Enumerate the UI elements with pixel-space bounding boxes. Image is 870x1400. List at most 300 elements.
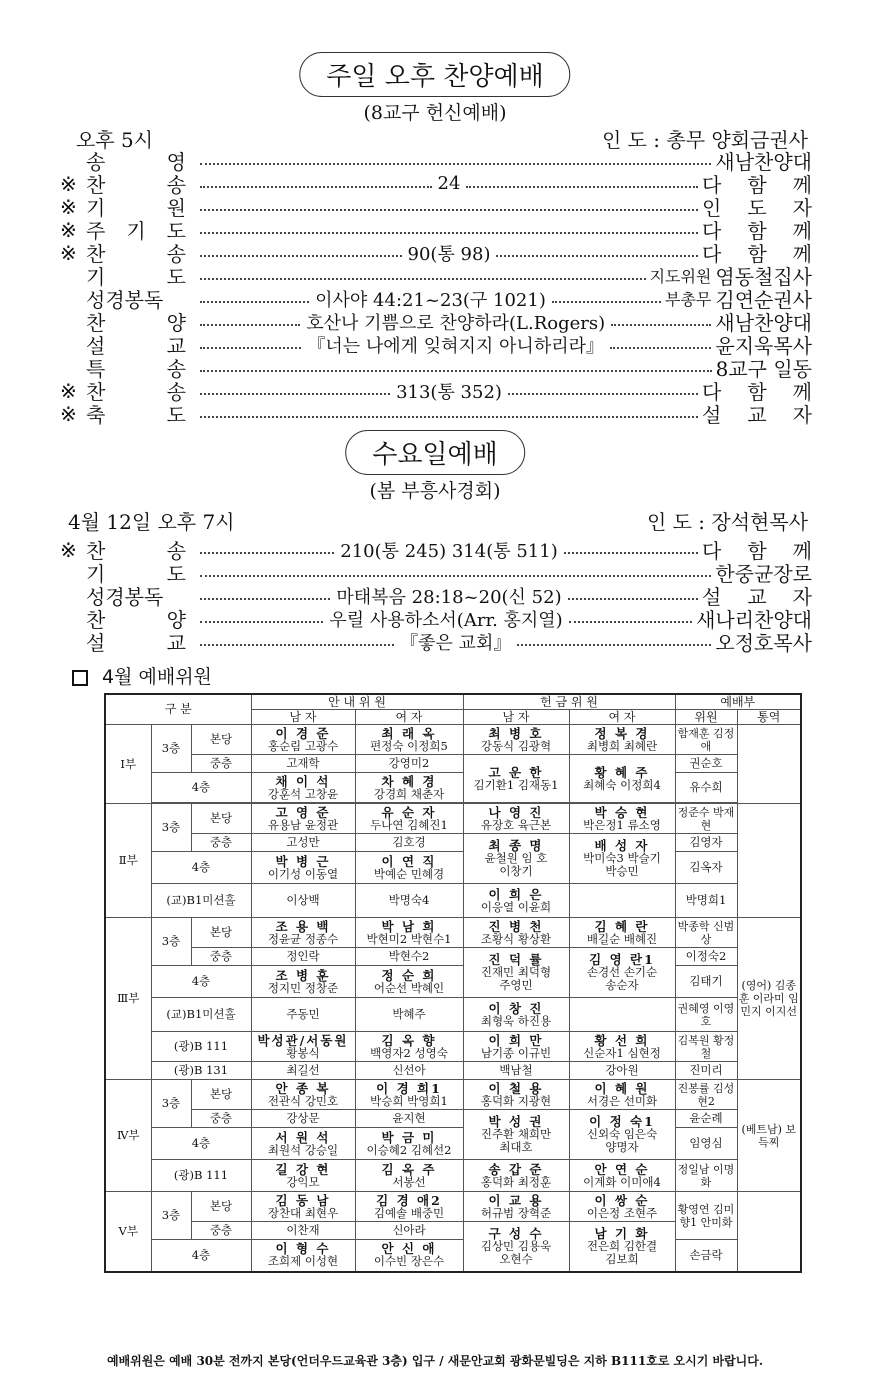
- order-detail: 24: [437, 173, 461, 194]
- order-detail: 우릴 사용하소서(Arr. 홍지열): [329, 609, 563, 631]
- cell: 이정숙2: [675, 948, 737, 966]
- lead-name: 정 순 희: [381, 967, 437, 983]
- cell: [569, 1160, 675, 1192]
- lead-name: 황 선 희: [594, 1032, 650, 1048]
- cell: 유수희: [675, 773, 737, 803]
- order-label-char: 기: [86, 265, 106, 289]
- cell: [355, 804, 463, 834]
- lead-name: 차 혜 경: [381, 773, 437, 789]
- part-label: Ⅴ부: [105, 1192, 151, 1272]
- lead-name: 박 금 미: [381, 1129, 437, 1145]
- dots-left: [200, 621, 323, 623]
- order-person-char: 자: [792, 403, 812, 427]
- order-label-char: 주: [86, 219, 106, 243]
- part-label: Ⅰ부: [105, 725, 151, 804]
- cell: [569, 725, 675, 755]
- dot-leader: [200, 629, 711, 655]
- lead-name: 이 쌍 순: [594, 1192, 650, 1208]
- order-label-char: 도: [166, 265, 186, 289]
- cell: [463, 1110, 569, 1160]
- interp-cell: [737, 804, 801, 918]
- member-names: 강훈석 고창윤: [267, 786, 339, 801]
- floor-label: 4층: [151, 1240, 251, 1272]
- order-label: [86, 627, 196, 656]
- wednesday-subtitle: (봄 부흥사경회): [369, 480, 501, 502]
- lead-name: 최 래 옥: [381, 725, 437, 741]
- order-label-char: 설: [86, 631, 106, 655]
- order-label-char: 기: [126, 219, 146, 243]
- lead-name: 이 경 준: [275, 725, 331, 741]
- interp-cell: (베트남) 보득찌: [737, 1080, 801, 1192]
- sunday-title: 주일 오후 찬양예배: [299, 52, 570, 97]
- required-mark: ※: [60, 401, 77, 426]
- dot-leader: [200, 569, 711, 577]
- dot-leader: [200, 332, 711, 358]
- cell: [569, 1110, 675, 1160]
- member-names: 홍순림 고광수: [267, 738, 339, 753]
- area-label: 중층: [191, 1110, 251, 1128]
- member-names-extra: 최대호: [499, 1140, 533, 1154]
- lead-name: 구 성 수: [488, 1225, 544, 1241]
- cell: [355, 1032, 463, 1062]
- order-label-char: 찬: [86, 539, 106, 563]
- cell: 윤지현: [355, 1110, 463, 1128]
- member-names: 홍덕화 지광현: [480, 1093, 552, 1108]
- area-label: 본당: [191, 1080, 251, 1110]
- cell: 김복원 황정철: [675, 1032, 737, 1062]
- member-names: 박미숙3 박슬기: [583, 851, 661, 865]
- cell: 손금락: [675, 1240, 737, 1272]
- lead-name: 남 기 화: [594, 1225, 650, 1241]
- lead-name: 이 형 수: [275, 1241, 331, 1257]
- part-label: Ⅱ부: [105, 804, 151, 918]
- lead-name: 유 순 자: [381, 804, 437, 820]
- lead-name: 박 성 권: [488, 1114, 544, 1129]
- member-names: 전관식 강민호: [267, 1093, 339, 1108]
- cell: [251, 773, 355, 803]
- order-label-char: 설: [86, 334, 106, 358]
- member-names: 김상민 김용욱: [480, 1238, 552, 1253]
- dots-left: [200, 598, 330, 600]
- cell: [251, 852, 355, 884]
- cell: 신선아: [355, 1062, 463, 1080]
- lead-name: 김 옥 주: [381, 1161, 437, 1177]
- member-names: 윤철원 임 호: [484, 851, 548, 865]
- floor-label: 4층: [151, 852, 251, 884]
- area-label: (교)B1미션홀: [151, 998, 251, 1032]
- order-label-char: 영: [166, 150, 186, 174]
- cell: [355, 966, 463, 998]
- sunday-order-list: [60, 149, 812, 425]
- dot-leader: [200, 240, 698, 266]
- hdr-female: 여 자: [355, 710, 463, 725]
- member-names: 박예순 민혜경: [373, 866, 445, 881]
- dots-left: [200, 552, 334, 554]
- member-names: 강동식 김광혁: [480, 738, 552, 753]
- order-detail: 호산나 기쁨으로 찬양하라(L.Rogers): [306, 312, 606, 334]
- cell: 강영미2: [355, 755, 463, 773]
- wednesday-title: 수요일예배: [345, 430, 525, 475]
- member-names-extra: 오현수: [499, 1251, 533, 1266]
- hdr-female: 여 자: [569, 710, 675, 725]
- dots-right: [564, 552, 698, 554]
- lead-name: 최 병 호: [488, 725, 544, 741]
- cell: [569, 1080, 675, 1110]
- order-label-char: 찬: [86, 173, 106, 197]
- dots-left: [200, 255, 402, 257]
- required-mark: ※: [60, 537, 77, 562]
- cell: 박현수2: [355, 948, 463, 966]
- floor-label: 4층: [151, 773, 251, 803]
- order-label-char: 송: [86, 150, 106, 174]
- lead-name: 정 복 경: [594, 725, 650, 741]
- cell: 김옥자: [675, 852, 737, 884]
- lead-name: 나 영 진: [488, 804, 544, 820]
- order-label-char: 기: [86, 196, 106, 220]
- order-person-char: 도: [747, 196, 767, 220]
- cell: [251, 804, 355, 834]
- member-names: 유장호 육근본: [480, 817, 552, 832]
- member-names: 박현미2 박현수1: [366, 931, 452, 946]
- member-names: 배길순 배혜진: [586, 931, 658, 946]
- member-names: 최형욱 하진용: [480, 1013, 552, 1028]
- member-names: 정지민 정창준: [267, 980, 339, 995]
- member-names: 정윤균 정종수: [267, 931, 339, 946]
- cell: [251, 918, 355, 948]
- dot-leader: [200, 378, 698, 404]
- cell: 정준수 박재현: [675, 804, 737, 834]
- cell: [463, 1032, 569, 1062]
- lead-name: 안 신 애: [381, 1241, 437, 1257]
- cell: 진봉률 김성현2: [675, 1080, 737, 1110]
- order-person-char: 께: [792, 539, 812, 563]
- cell: [251, 966, 355, 998]
- member-names-extra: 김보희: [605, 1251, 639, 1266]
- area-label: (광)B 111: [151, 1160, 251, 1192]
- order-label-char: 교: [166, 631, 186, 655]
- roster-table: [104, 693, 802, 1273]
- order-person-char: 함: [747, 219, 767, 243]
- lead-name: 이 희 만: [488, 1032, 544, 1048]
- cell-empty: [569, 884, 675, 918]
- member-names: 조황식 황상환: [480, 931, 552, 946]
- sunday-time: 오후 5시: [76, 128, 154, 152]
- order-label-char: 교: [166, 334, 186, 358]
- cell: [355, 1192, 463, 1222]
- order-person-char: 설: [702, 585, 722, 609]
- order-person-char: 자: [792, 585, 812, 609]
- order-label-char: 원: [166, 196, 186, 220]
- member-names: 홍덕화 최정훈: [480, 1174, 552, 1189]
- lead-name: 김 경 애2: [376, 1192, 442, 1208]
- order-label-char: 찬: [86, 380, 106, 404]
- order-label-char: 송: [166, 357, 186, 381]
- lead-name: 최 종 명: [488, 838, 544, 853]
- member-names: 두나연 김혜진1: [370, 817, 448, 832]
- cell: [569, 948, 675, 998]
- member-names: 이계화 이미애4: [583, 1174, 661, 1189]
- dots-right: [610, 347, 711, 349]
- dots-right: [496, 255, 698, 257]
- cell: [355, 1128, 463, 1160]
- dots-left: [200, 416, 698, 418]
- member-names: 강익모: [286, 1174, 320, 1189]
- cell: [355, 1240, 463, 1272]
- cell: [355, 1160, 463, 1192]
- member-names: 이승혜2 김혜선2: [366, 1142, 452, 1157]
- cell: 이찬재: [251, 1222, 355, 1240]
- area-label: 본당: [191, 918, 251, 948]
- order-person: [702, 399, 812, 428]
- cell: [251, 1192, 355, 1222]
- cell: 박명희1: [675, 884, 737, 918]
- order-label-char: 송: [166, 380, 186, 404]
- cell: 권순호: [675, 755, 737, 773]
- cell: [463, 918, 569, 948]
- member-names: 조희제 이성현: [267, 1254, 339, 1269]
- floor-label: 4층: [151, 966, 251, 998]
- order-person-name: 새남찬양대: [715, 150, 812, 174]
- order-label-char: 양: [166, 311, 186, 335]
- lead-name: 이 철 용: [488, 1080, 544, 1096]
- order-role: 부총무: [665, 290, 712, 309]
- order-person-char: 다: [702, 219, 722, 243]
- hdr-gubun: 구 분: [105, 694, 251, 725]
- cell: 권혜영 이영호: [675, 998, 737, 1032]
- interp-cell: [737, 1192, 801, 1272]
- order-label-char: 찬: [86, 311, 106, 335]
- order-person-char: 교: [747, 403, 767, 427]
- member-names: 이은정 조현주: [586, 1205, 658, 1220]
- order-person-char: 교: [747, 585, 767, 609]
- floor-label: 3층: [151, 725, 191, 773]
- order-detail: 이사야 44:21~23(구 1021): [315, 289, 546, 311]
- order-person-char: 다: [702, 173, 722, 197]
- cell: [463, 725, 569, 755]
- member-names: 박은정1 류소영: [583, 817, 661, 832]
- cell: 이상백: [251, 884, 355, 918]
- dots-right: [508, 393, 698, 395]
- cell: 정인락: [251, 948, 355, 966]
- cell: [569, 834, 675, 884]
- lead-name: 이 교 용: [488, 1192, 544, 1208]
- lead-name: 진 병 천: [488, 918, 544, 934]
- order-detail: 313(통 352): [396, 381, 502, 403]
- cell: [355, 1080, 463, 1110]
- lead-name: 박 병 근: [275, 853, 331, 869]
- lead-name: 이 정 숙1: [589, 1114, 655, 1129]
- member-names: 장찬대 최현우: [267, 1205, 339, 1220]
- order-label-char: 송: [166, 242, 186, 266]
- lead-name: 조 용 백: [275, 918, 331, 934]
- cell-empty: [569, 998, 675, 1032]
- member-names: 전은희 김한결: [586, 1238, 658, 1253]
- cell: 황영연 김미향1 안미화: [675, 1192, 737, 1240]
- cell: 김태기: [675, 966, 737, 998]
- dots-left: [200, 163, 711, 165]
- lead-name: 진 덕 률: [488, 952, 544, 967]
- cell: [463, 884, 569, 918]
- member-names-extra: 박승민: [605, 864, 639, 878]
- dots-left: [200, 575, 711, 577]
- order-detail: 『좋은 교회』: [400, 632, 512, 654]
- dots-left: [200, 186, 432, 188]
- order-label-char: 도: [166, 403, 186, 427]
- member-names: 서경은 선미화: [586, 1093, 658, 1108]
- member-names: 남기종 이규빈: [480, 1045, 552, 1060]
- cell: [569, 1192, 675, 1222]
- order-detail: 90(통 98): [407, 243, 491, 265]
- lead-name: 안 연 순: [594, 1161, 650, 1177]
- member-names: 진재민 최덕형: [480, 965, 552, 979]
- member-names-extra: 양명자: [605, 1140, 639, 1154]
- dot-leader: [200, 173, 698, 194]
- order-person-char: 께: [792, 242, 812, 266]
- member-names: 유용남 윤정관: [267, 817, 339, 832]
- order-detail: 마태복음 28:18~20(신 52): [336, 586, 562, 608]
- order-person-name: 새남찬양대: [715, 311, 812, 335]
- part-label: Ⅲ부: [105, 918, 151, 1080]
- dot-leader: [200, 364, 712, 372]
- cell: 김호경: [355, 834, 463, 852]
- member-names: 이수빈 장은수: [373, 1254, 445, 1269]
- member-names: 최혜숙 이정희4: [583, 777, 661, 792]
- dots-right: [568, 598, 698, 600]
- order-row: [60, 402, 812, 425]
- cell: [251, 1160, 355, 1192]
- member-names: 김예솔 배중민: [373, 1205, 445, 1220]
- cell: [463, 804, 569, 834]
- order-label-char: 찬: [86, 242, 106, 266]
- wednesday-order-list: [60, 538, 812, 653]
- area-label: (교)B1미션홀: [151, 884, 251, 918]
- order-person-name: 오정호목사: [715, 631, 812, 655]
- dot-leader: [200, 226, 698, 234]
- dots-left: [200, 370, 712, 372]
- floor-label: 3층: [151, 1080, 191, 1128]
- required-mark: ※: [60, 240, 77, 265]
- cell: 임영심: [675, 1128, 737, 1160]
- member-names: 이기성 이동열: [267, 866, 339, 881]
- cell: [355, 773, 463, 803]
- lead-name: 송 갑 준: [488, 1161, 544, 1177]
- area-label: 본당: [191, 1192, 251, 1222]
- required-mark: ※: [60, 171, 77, 196]
- member-names: 김기환1 김재동1: [473, 777, 559, 792]
- dots-right: [552, 301, 661, 303]
- member-names: 허규범 장혁준: [480, 1205, 552, 1220]
- hdr-interp: 통역: [737, 710, 801, 725]
- order-person-name: 윤지욱목사: [715, 334, 812, 358]
- interp-cell: (영어) 김종훈 이라미 임민지 이지선: [737, 918, 801, 1080]
- cell: [463, 1192, 569, 1222]
- order-person-char: 자: [792, 196, 812, 220]
- lead-name: 박성관/서동원: [257, 1032, 349, 1048]
- cell: [251, 1240, 355, 1272]
- order-person: [715, 627, 812, 656]
- order-role: 지도위원: [649, 267, 712, 286]
- member-names: 신순자1 심현정: [583, 1045, 661, 1060]
- floor-label: 3층: [151, 804, 191, 852]
- member-names-extra: 송순자: [605, 978, 639, 992]
- order-person-char: 다: [702, 380, 722, 404]
- cell: [463, 755, 569, 803]
- member-names: 진주환 채희만: [480, 1127, 552, 1141]
- floor-label: 4층: [151, 1128, 251, 1160]
- dots-left: [200, 301, 309, 303]
- member-names: 편정숙 이정희5: [370, 738, 448, 753]
- member-names: 황봉식: [286, 1045, 320, 1060]
- cell: [463, 948, 569, 998]
- cell: 백남철: [463, 1062, 569, 1080]
- order-person-char: 다: [702, 539, 722, 563]
- member-names: 손경선 손기순: [586, 965, 658, 979]
- lead-name: 이 혜 원: [594, 1080, 650, 1096]
- order-person-char: 다: [702, 242, 722, 266]
- cell: [569, 918, 675, 948]
- hdr-male: 남 자: [463, 710, 569, 725]
- cell: [251, 1080, 355, 1110]
- member-names: 최병희 최혜란: [586, 738, 658, 753]
- lead-name: 박 남 희: [381, 918, 437, 934]
- cell: [463, 1222, 569, 1272]
- cell: [251, 1128, 355, 1160]
- order-label-char: 성경봉독: [86, 585, 164, 609]
- dots-left: [200, 393, 390, 395]
- area-label: (광)B 111: [151, 1032, 251, 1062]
- member-names: 최원석 강승일: [267, 1142, 339, 1157]
- sunday-subtitle: (8교구 헌신예배): [363, 102, 507, 124]
- member-names: 어순선 박혜인: [373, 980, 445, 995]
- lead-name: 이 경 희1: [376, 1080, 442, 1096]
- cell: 강아원: [569, 1062, 675, 1080]
- lead-name: 고 영 준: [275, 804, 331, 820]
- cell: 주동민: [251, 998, 355, 1032]
- dot-leader: [200, 157, 711, 165]
- hdr-member: 위원: [675, 710, 737, 725]
- hdr-guide: 안 내 위 원: [251, 694, 463, 710]
- member-names: 백영자2 성영숙: [370, 1045, 448, 1060]
- hdr-offer: 헌 금 위 원: [463, 694, 675, 710]
- order-label-char: 양: [166, 608, 186, 632]
- order-person-name: 8교구 일동: [715, 357, 812, 381]
- cell: [569, 755, 675, 803]
- order-label-char: 축: [86, 403, 106, 427]
- cell: 윤순례: [675, 1110, 737, 1128]
- dots-right: [466, 186, 698, 188]
- lead-name: 서 원 석: [275, 1129, 331, 1145]
- dot-leader: [200, 537, 698, 563]
- lead-name: 김 동 남: [275, 1192, 331, 1208]
- sunday-leader: 인 도 : 총무 양회금권사: [601, 128, 808, 152]
- dots-right: [611, 324, 711, 326]
- order-person-name: 새나리찬양대: [696, 608, 812, 632]
- member-names-extra: 이창기: [499, 864, 533, 878]
- dots-left: [200, 347, 301, 349]
- lead-name: 안 종 복: [275, 1080, 331, 1096]
- cell: [569, 1222, 675, 1272]
- cell: 박혜주: [355, 998, 463, 1032]
- lead-name: 이 창 진: [488, 1000, 544, 1016]
- cell: [463, 1160, 569, 1192]
- member-names: 서봉선: [392, 1174, 426, 1189]
- member-names: 강경희 채춘자: [373, 786, 445, 801]
- cell: 정일남 이명화: [675, 1160, 737, 1192]
- cell: [463, 1080, 569, 1110]
- dots-left: [200, 278, 646, 280]
- roster-heading-text: 4월 예배위원: [102, 666, 212, 688]
- area-label: 본당: [191, 725, 251, 755]
